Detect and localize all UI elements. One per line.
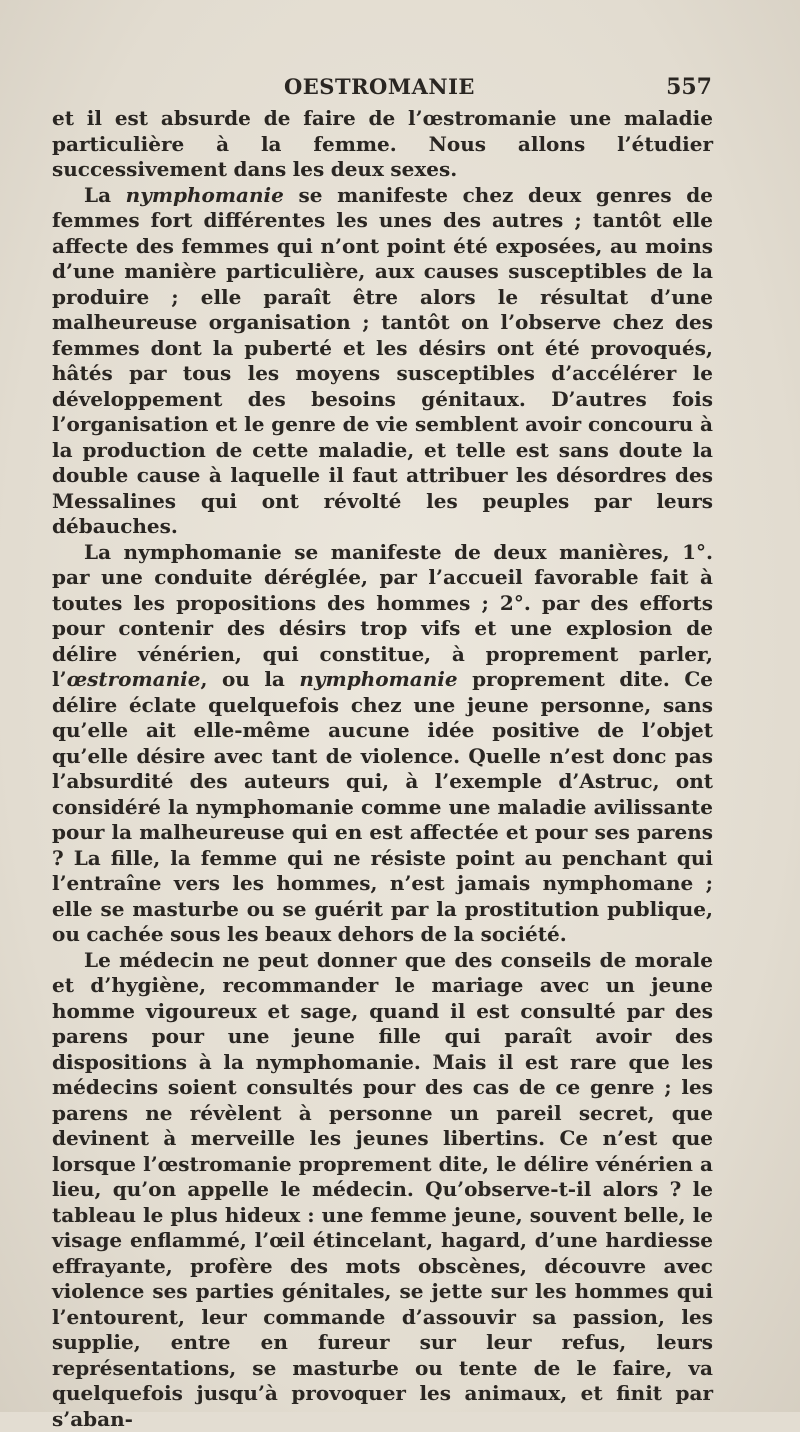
text-segment: La nymphomanie se manifeste de deux manières, 1°. par une conduite déréglée, par l’accueil favorable fait à toutes les propositions des hommes ; 2°. par des efforts pour contenir des désirs trop vifs et une explosion de délire vénérien, qui constitue, à proprement parler, l’ <box>52 540 713 692</box>
italic-term: nymphomanie <box>299 667 457 691</box>
running-title: OESTROMANIE <box>284 74 475 99</box>
text-segment: et il est absurde de faire de l’œstromanie une maladie particulière à la femme. Nous allons l’étudier successivement dans les deux sexes. <box>52 106 713 181</box>
paragraph-nymphomanie-intro <box>52 183 713 540</box>
text-segment: La <box>84 183 126 207</box>
text-segment: proprement dite. Ce délire éclate quelquefois chez une jeune personne, sans qu’elle ait elle-même aucune idée positive de l’objet qu’elle désire avec tant de violence. Quelle n’est donc pas l’absurdité des auteurs qui, à l’exemple d’Astruc, ont considéré la nymphomanie comme une maladie avilissante pour la malheureuse qui en est affectée et pour ses parens ? La fille, la femme qui ne résiste point au penchant qui l’entraîne vers les hommes, n’est jamais nymphomane ; elle se masturbe ou se guérit par la prostitution publique, ou cachée sous les beaux dehors de la société. <box>52 667 713 946</box>
paragraph-continuation <box>52 106 713 183</box>
paragraph-two-manners <box>52 540 713 948</box>
text-segment: , ou la <box>200 667 299 691</box>
page-header <box>52 74 712 106</box>
page-number: 557 <box>666 74 712 100</box>
text-segment: se manifeste chez deux genres de femmes fort différentes les unes des autres ; tantôt elle affecte des femmes qui n’ont point été exposées, au moins d’une manière particulière, aux causes susceptibles de la produire ; elle paraît être alors le résultat d’une malheureuse organisation ; tantôt on l’observe chez des femmes dont la puberté et les désirs ont été provoqués, hâtés par tous les moyens susceptibles d’accélérer le développement des besoins génitaux. D’autres fois l’organisation et le genre de vie semblent avoir concouru à la production de cette maladie, et telle est sans doute la double cause à laquelle il faut attribuer les désordres des Messalines qui ont révolté les peuples par leurs débauches. <box>52 183 713 539</box>
body-text <box>52 106 713 1432</box>
italic-term: œstromanie <box>67 667 201 691</box>
italic-term: nymphomanie <box>126 183 284 207</box>
paragraph-medecin <box>52 948 713 1432</box>
text-segment: Le médecin ne peut donner que des conseils de morale et d’hygiène, recommander le mariage avec un jeune homme vigoureux et sage, quand il est consulté par des parens pour une jeune fille qui paraît avoir des dispositions à la nymphomanie. Mais il est rare que les médecins soient consultés pour des cas de ce genre ; les parens ne révèlent à personne un pareil secret, que devinent à merveille les jeunes libertins. Ce n’est que lorsque l’œstromanie proprement dite, le délire vénérien a lieu, qu’on appelle le médecin. Qu’observe-t-il alors ? le tableau le plus hideux : une femme jeune, souvent belle, le visage enflammé, l’œil étincelant, hagard, d’une hardiesse effrayante, profère des mots obscènes, découvre avec violence ses parties génitales, se jette sur les hommes qui l’entourent, leur commande d’assouvir sa passion, les supplie, entre en fureur sur leur refus, leurs représentations, se masturbe ou tente de le faire, va quelquefois jusqu’à provoquer les animaux, et finit par s’aban- <box>52 948 713 1431</box>
